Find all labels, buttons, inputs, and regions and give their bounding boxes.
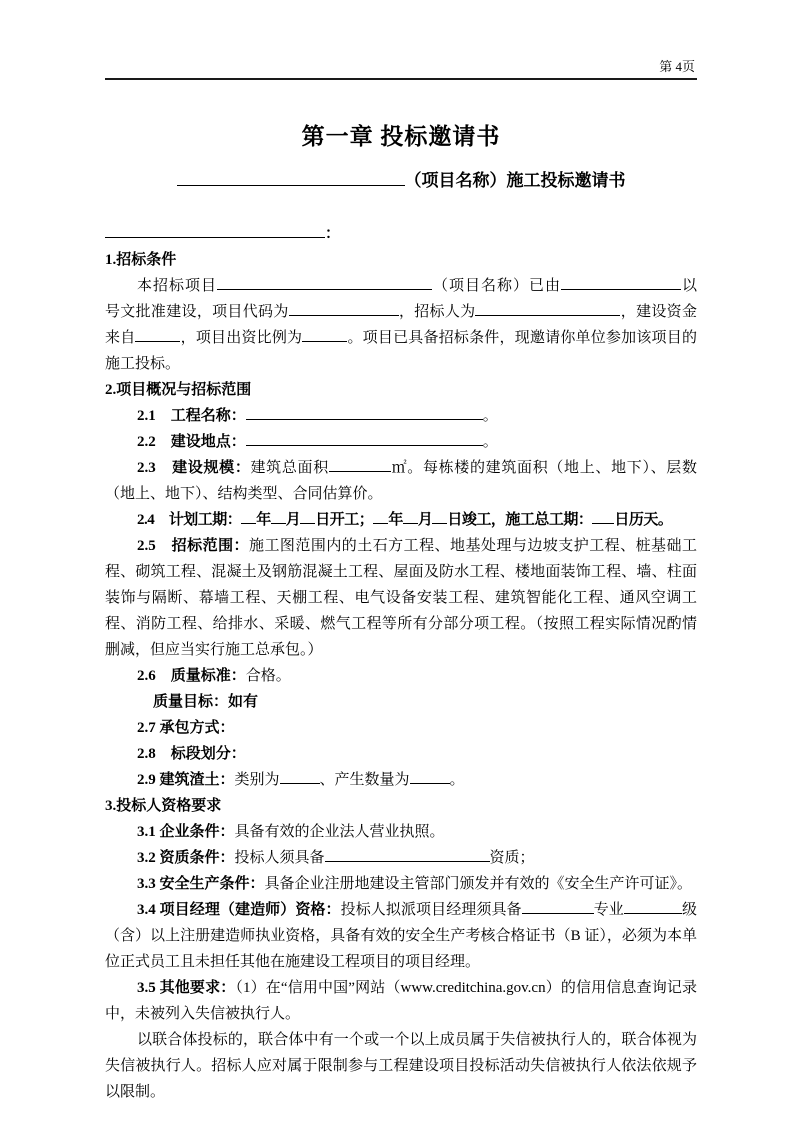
blank-field [592,508,614,524]
blank-field [373,508,388,524]
bold-text-run: 日竣工，施工总工期： [447,512,593,528]
bold-text-run: 2.3 建设规模： [137,460,251,476]
text-run: 类别为 [234,772,280,788]
item-3-5-other-requirements [105,975,697,1027]
bold-text-run: 2.1 工程名称： [137,408,246,424]
bold-text-run: 3.2 资质条件： [137,850,235,866]
document-body [105,221,697,1105]
blank-field [217,274,432,290]
bold-text-run: 2.6 质量标准： [137,668,246,684]
text-run: 建筑总面积 [250,460,329,476]
text-run: 资质； [489,850,535,866]
bold-text-run: ： [325,226,341,242]
item-3-3-safety-condition [105,871,697,897]
item-2-4-schedule [105,507,697,533]
text-run: 合格。 [245,668,291,684]
text-run: 以联合体投标的，联合体中有一个或一个以上成员属于失信被执行人的，联合体视为失信被执行人。招标人应对属于限制参与工程建设项目投标活动失信被执行人依法依规予以限制。 [105,1032,697,1100]
bold-text-run: 年 [256,512,271,528]
text-run: 以号文批准建设，项目代码为 [105,278,697,320]
bold-text-run: 2.8 标段划分： [137,746,246,762]
blank-field [135,326,180,342]
blank-field [410,768,450,784]
text-run: 投标人须具备 [234,850,325,866]
salutation-line [105,221,697,247]
bold-text-run: 3.4 项目经理（建造师）资格： [137,902,341,918]
quality-goal-line [105,689,697,715]
project-name-blank [177,170,405,186]
blank-field [280,768,320,784]
text-run: 本招标项目 [137,278,217,294]
text-run: ，项目出资比例为 [180,330,303,346]
text-run: 专业 [593,902,624,918]
bold-text-run: 质量目标：如有 [153,694,259,710]
blank-field [475,300,620,316]
item-2-7-contract-mode [105,715,697,741]
bold-text-run: 2.7 承包方式： [137,720,235,736]
blank-field [289,300,399,316]
text-run: 具备企业注册地建设主管部门颁发并有效的《安全生产许可证》。 [264,876,693,892]
bold-text-run: 日开工； [315,512,374,528]
blank-field [241,508,256,524]
text-run: 。 [482,434,498,450]
section-1-heading [105,247,697,273]
blank-field [432,508,447,524]
bold-text-run: 3.5 其他要求： [137,980,236,996]
bold-text-run: 2.项目概况与招标范围 [105,382,252,398]
blank-field [300,508,315,524]
blank-field [329,456,391,472]
bold-text-run: 2.2 建设地点： [137,434,246,450]
item-3-4-project-manager-qualification [105,897,697,975]
item-2-8-section-division [105,741,697,767]
item-2-1-project-name [105,403,697,429]
blank-field [403,508,418,524]
bold-text-run: 年 [388,512,403,528]
text-run: （1）在“信用中国”网站（www.creditchina.gov.cn）的信用信息查询记录中，未被列入失信被执行人。 [105,980,697,1022]
blank-field [246,404,483,420]
bold-text-run: 2.9 建筑渣土： [137,772,235,788]
blank-field [325,846,490,862]
blank-field [522,898,594,914]
header-rule [105,78,697,80]
chapter-title: 第一章 投标邀请书 [301,124,501,149]
text-run: 。 [449,772,465,788]
blank-field [105,222,325,238]
bidding-conditions-paragraph [105,273,697,377]
text-run: ㎡。每栋楼的建筑面积（地上、地下）、层数（地上、地下）、结构类型、合同估算价。 [105,460,697,502]
bold-text-run: 2.4 计划工期： [137,512,242,528]
text-run: 。项目已具备招标条件，现邀请你单位参加该项目的施工投标。 [105,330,697,372]
bold-text-run: 月 [417,512,433,528]
item-3-2-qualification-condition [105,845,697,871]
bold-text-run: 日历天。 [614,512,673,528]
document-subtitle [105,166,697,191]
text-run: 具备有效的企业法人营业执照。 [234,824,445,840]
text-run: 。 [482,408,498,424]
item-3-1-enterprise-condition [105,819,697,845]
item-2-2-location [105,429,697,455]
bold-text-run: 3.投标人资格要求 [105,798,222,814]
blank-field [271,508,286,524]
item-2-6-quality-standard [105,663,697,689]
blank-field [561,274,681,290]
text-run: 施工图范围内的土石方工程、地基处理与边坡支护工程、桩基础工程、砌筑工程、混凝土及钢筋混凝土工程、屋面及防水工程、楼地面装饰工程、墙、柱面装饰与隔断、幕墙工程、天棚工程、电气设备安装工程、建筑智能化工程、通风空调工程、消防工程、给排水、采暖、燃气工程等所有分部分项工程。（按照工程实际情况酌情删减，但应当实行施工总承包。） [105,538,697,658]
text-run: （项目名称）已由 [432,278,561,294]
blank-field [624,898,682,914]
bold-text-run: 1.招标条件 [105,252,177,268]
item-2-5-scope [105,533,697,663]
text-run: ，建设资金来自 [105,304,697,346]
section-2-heading [105,377,697,403]
text-run: 级（含）以上注册建造师执业资格，具备有效的安全生产考核合格证书（B 证），必须为本单位正式员工且未担任其他在施建设工程项目的项目经理。 [105,902,697,970]
consortium-paragraph [105,1027,697,1105]
item-2-3-scale [105,455,697,507]
text-run: ，招标人为 [398,304,476,320]
page-number: 第 4页 [659,59,695,74]
bold-text-run: 2.5 招标范围： [137,538,249,554]
text-run: 投标人拟派项目经理须具备 [340,902,522,918]
blank-field [246,430,483,446]
page-header [105,58,697,80]
section-3-heading [105,793,697,819]
bold-text-run: 3.3 安全生产条件： [137,876,265,892]
subtitle-label: （项目名称）施工投标邀请书 [404,171,626,190]
text-run: 、产生数量为 [319,772,410,788]
bold-text-run: 3.1 企业条件： [137,824,235,840]
item-2-9-construction-waste [105,767,697,793]
blank-field [302,326,347,342]
bold-text-run: 月 [285,512,301,528]
